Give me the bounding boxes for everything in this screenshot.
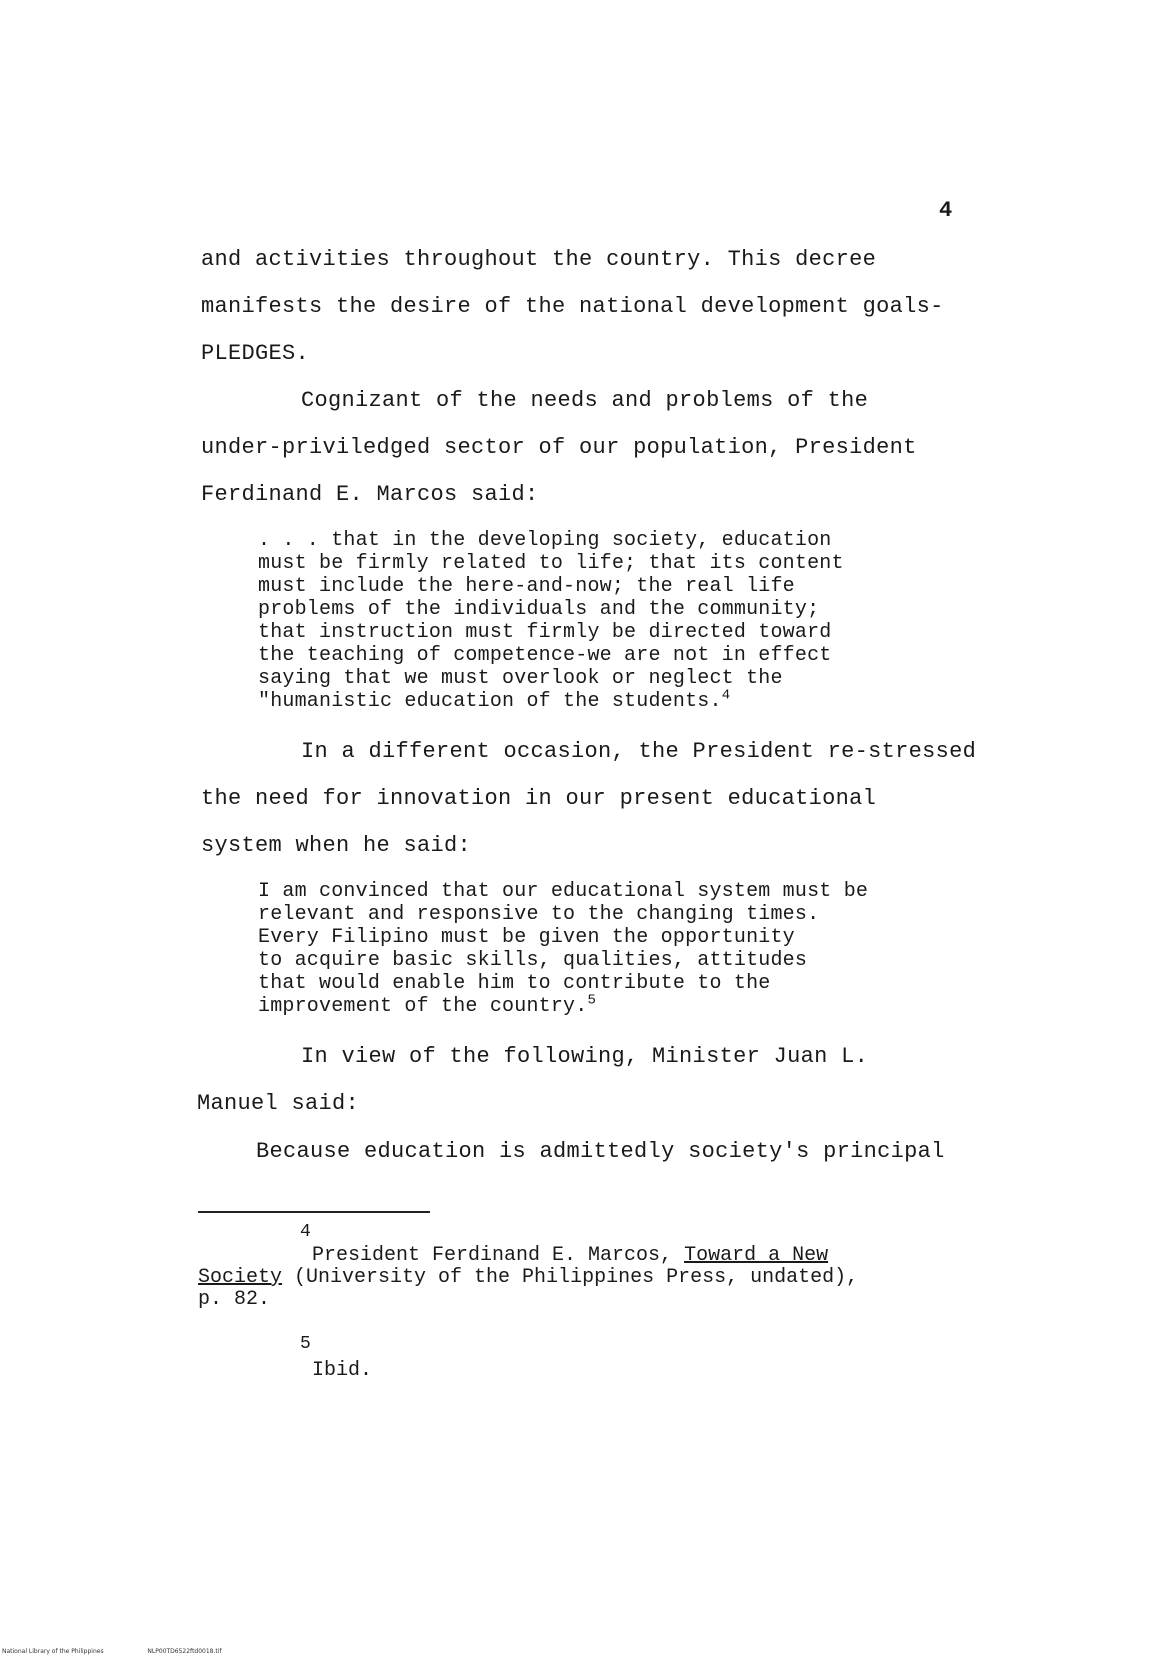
- quote-line: I am convinced that our educational system must be: [258, 880, 869, 903]
- paragraph-line: In a different occasion, the President re-stressed: [301, 739, 977, 764]
- footnote-number: 5: [300, 1334, 311, 1354]
- footnote-text: (University of the Philippines Press, undated),: [282, 1266, 859, 1289]
- paragraph-line: system when he said:: [201, 833, 472, 858]
- quote-line: to acquire basic skills, qualities, attitudes: [258, 949, 808, 972]
- quote-line: that instruction must firmly be directed toward: [258, 621, 832, 644]
- quote-line: [258, 992, 597, 1018]
- quote-line: relevant and responsive to the changing times.: [258, 903, 820, 926]
- quote-line: the teaching of competence-we are not in effect: [258, 644, 832, 667]
- paragraph-line: Cognizant of the needs and problems of the: [301, 388, 869, 413]
- scanner-library: National Library of the Philippines: [2, 1648, 104, 1655]
- footnote-title: Society: [198, 1266, 283, 1289]
- paragraph-line: PLEDGES.: [201, 341, 310, 366]
- footnote-reference: 5: [587, 992, 597, 1009]
- quote-line: . . . that in the developing society, education: [258, 529, 832, 552]
- page-number: 4: [939, 198, 953, 223]
- footnote-divider: [198, 1211, 430, 1213]
- footnote-line: [312, 1245, 828, 1267]
- scanner-footer: [2, 1648, 222, 1655]
- quote-line: that would enable him to contribute to the: [258, 972, 771, 995]
- paragraph-line: Ferdinand E. Marcos said:: [201, 482, 539, 507]
- paragraph-line: manifests the desire of the national development goals-: [201, 294, 944, 319]
- footnote-text: President Ferdinand E. Marcos,: [312, 1244, 685, 1267]
- footnote-number: 4: [300, 1222, 311, 1242]
- quote-line: Every Filipino must be given the opportunity: [258, 926, 795, 949]
- quote-line: saying that we must overlook or neglect the: [258, 667, 783, 690]
- quote-line: must include the here-and-now; the real life: [258, 575, 795, 598]
- footnote-line: [198, 1267, 858, 1289]
- footnote-line: p. 82.: [198, 1288, 271, 1311]
- paragraph-line: and activities throughout the country. This decree: [201, 247, 877, 272]
- quote-line-text: improvement of the country.: [258, 995, 588, 1018]
- footnote-reference: 4: [721, 687, 731, 704]
- footnote-title: Toward a New: [684, 1244, 829, 1267]
- paragraph-line: the need for innovation in our present educational: [201, 786, 877, 811]
- paragraph-line: In view of the following, Minister Juan L.: [301, 1044, 869, 1069]
- paragraph-line: under-priviledged sector of our population, President: [201, 435, 917, 460]
- footnote-line: Ibid.: [312, 1359, 373, 1382]
- scanner-file: NLP00TD6522ftd0018.tif: [147, 1648, 222, 1655]
- quote-line: must be firmly related to life; that its content: [258, 552, 844, 575]
- quote-line: problems of the individuals and the community;: [258, 598, 820, 621]
- paragraph-line: Because education is admittedly society's principal: [256, 1139, 945, 1164]
- paragraph-line: Manuel said:: [197, 1091, 360, 1116]
- quote-line: [258, 687, 731, 713]
- quote-line-text: "humanistic education of the students.: [258, 690, 722, 713]
